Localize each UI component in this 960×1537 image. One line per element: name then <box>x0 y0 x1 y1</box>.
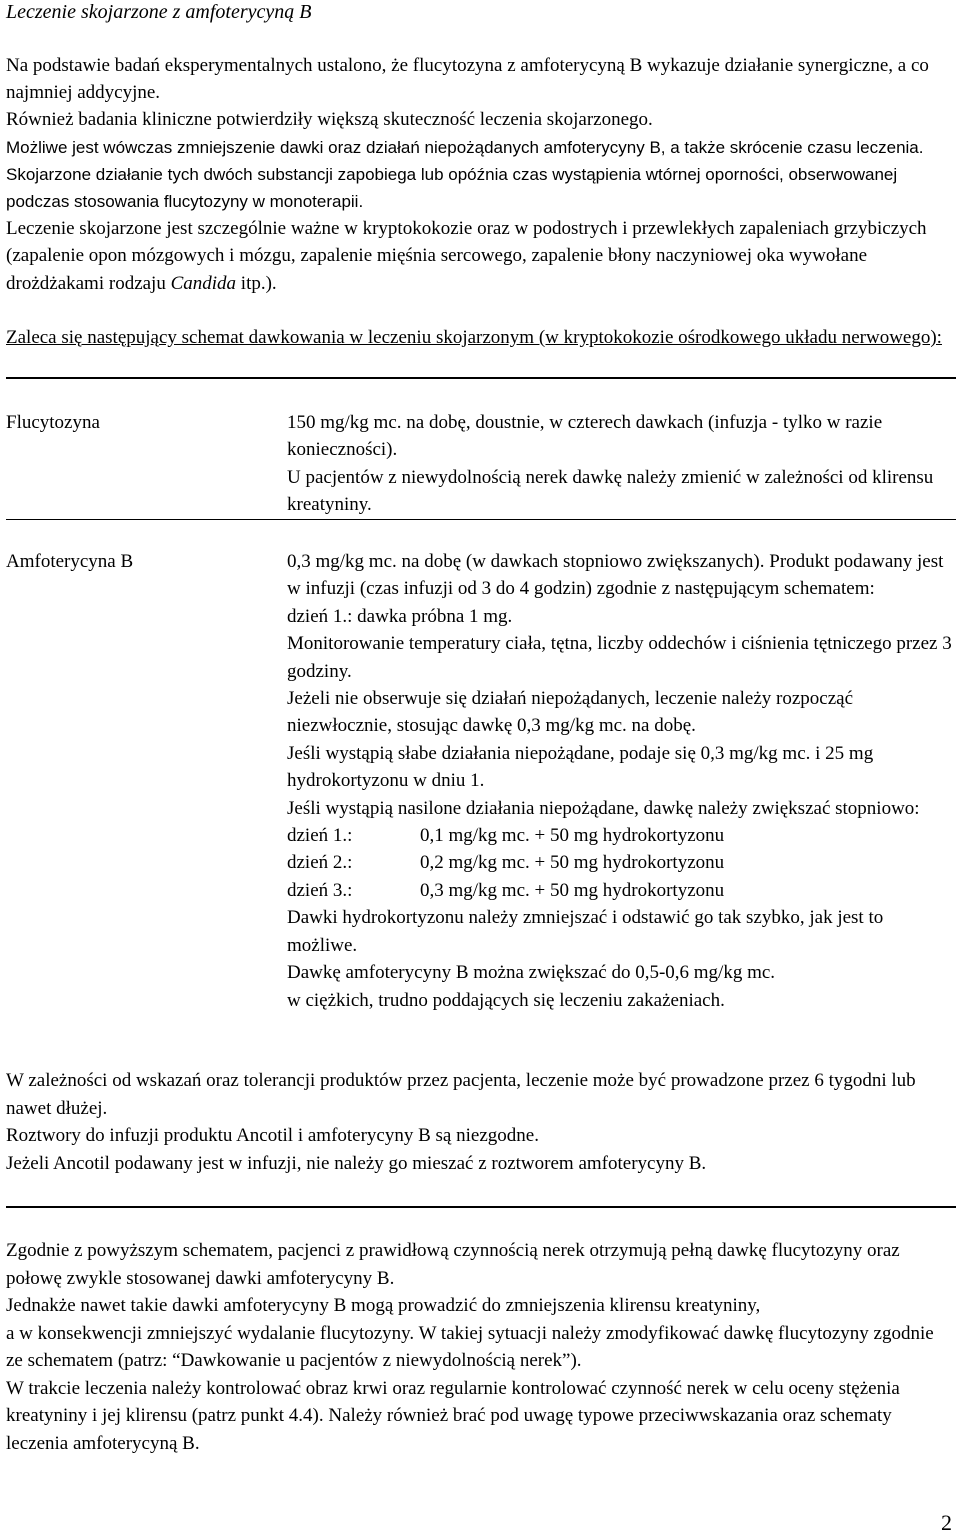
after-p1: W zależności od wskazań oraz tolerancji produktów przez pacjenta, leczenie może być prowadzone przez 6 tygodni lub nawet dłużej. <box>6 1070 916 1119</box>
after-p2: Roztwory do infuzji produktu Ancotil i amfoterycyny B są niezgodne. <box>6 1125 539 1146</box>
dose-day: dzień 3.: <box>287 879 353 901</box>
dose-day: dzień 2.: <box>287 852 353 874</box>
intro-line-4: Skojarzone działanie tych dwóch substancji zapobiega lub opóźnia czas wystąpienia wtórnej oporności, obserwowanej podczas stosowania flucytozyny w monoterapii. <box>6 164 898 212</box>
intro-line-3: Możliwe jest wówczas zmniejszenie dawki oraz działań niepożądanych amfoterycyny B, a także skrócenie czasu leczenia. <box>6 137 924 157</box>
amfoterycyna-p1: 0,3 mg/kg mc. na dobę (w dawkach stopniowo zwiększanych). Produkt podawany jest w infuzji (czas infuzji od 3 do 4 godzin) zgodnie z następującym schematem: <box>287 551 944 600</box>
amfoterycyna-p3: Monitorowanie temperatury ciała, tętna, liczby oddechów i ciśnienia tętniczego przez 3 godziny. <box>287 633 952 682</box>
amfoterycyna-p6: Jeśli wystąpią nasilone działania niepożądane, dawkę należy zwiększać stopniowo: <box>287 797 920 819</box>
intro-line-5 <box>6 215 954 297</box>
dose-row <box>287 877 955 904</box>
divider-middle <box>6 519 956 520</box>
intro-line-5-end: itp.). <box>236 272 277 294</box>
dose-amount: 0,3 mg/kg mc. + 50 mg hydrokortyzonu <box>420 879 725 901</box>
page-title: Leczenie skojarzone z amfoterycyną B <box>6 1 312 23</box>
dosage-intro-text: Zaleca się następujący schemat dawkowania w leczeniu skojarzonym (w kryptokokozie ośrodkowego układu nerwowego): <box>6 327 942 348</box>
intro-line-1: Na podstawie badań eksperymentalnych ustalono, że flucytozyna z amfoterycyną B wykazuje działanie synergiczne, a co najmniej addycyjne. <box>6 55 929 104</box>
amfoterycyna-p7: Dawki hydrokortyzonu należy zmniejszać i odstawić go tak szybko, jak jest to możliwe. <box>287 907 884 956</box>
dosage-intro <box>6 324 954 352</box>
candida-term: Candida <box>170 272 237 294</box>
dose-amount: 0,2 mg/kg mc. + 50 mg hydrokortyzonu <box>420 852 725 874</box>
after-p3: Jeżeli Ancotil podawany jest w infuzji, nie należy go mieszać z roztworem amfoterycyny B. <box>6 1152 707 1174</box>
dose-row <box>287 849 955 876</box>
amfoterycyna-p8: Dawkę amfoterycyny B można zwiększać do 0,5-0,6 mg/kg mc. <box>287 962 776 984</box>
summary-section <box>6 1237 954 1457</box>
flucytozyna-dosage <box>287 409 955 519</box>
summary-p4: W trakcie leczenia należy kontrolować obraz krwi oraz regularnie kontrolować czynność nerek w celu oceny stężenia kreatyniny i jej klirensu (patrz punkt 4.4). Należy również brać pod uwagę typowe przeciwwskazania oraz schematy leczenia amfoterycyną B. <box>6 1377 900 1454</box>
drug-name-flucytozyna: Flucytozyna <box>6 412 100 433</box>
amfoterycyna-p9: w ciężkich, trudno poddających się leczeniu zakażeniach. <box>287 989 725 1011</box>
divider-bottom <box>6 1206 956 1208</box>
amfoterycyna-p4: Jeżeli nie obserwuje się działań niepożądanych, leczenie należy rozpocząć niezwłocznie, stosując dawkę 0,3 mg/kg mc. na dobę. <box>287 688 854 737</box>
summary-p1: Zgodnie z powyższym schematem, pacjenci z prawidłową czynnością nerek otrzymują pełną dawkę flucytozyny oraz połowę zwykle stosowanej dawki amfoterycyny B. <box>6 1240 900 1289</box>
drug-name-amfoterycyna: Amfoterycyna B <box>6 551 134 572</box>
amfoterycyna-p2: dzień 1.: dawka próbna 1 mg. <box>287 605 513 627</box>
intro-section <box>6 52 954 297</box>
intro-line-2: Również badania kliniczne potwierdziły większą skuteczność leczenia skojarzonego. <box>6 109 653 131</box>
summary-p2: Jednakże nawet takie dawki amfoterycyny B mogą prowadzić do zmniejszenia klirensu kreatyniny, <box>6 1295 761 1316</box>
amfoterycyna-dosage <box>287 548 955 1014</box>
dose-row <box>287 822 955 849</box>
page-number: 2 <box>941 1510 952 1535</box>
divider-top <box>6 377 956 379</box>
after-section <box>6 1067 954 1177</box>
flucytozyna-p1: 150 mg/kg mc. na dobę, doustnie, w czterech dawkach (infuzja - tylko w razie konieczności). <box>287 412 883 461</box>
intro-line-5-text: Leczenie skojarzone jest szczególnie ważne w kryptokokozie oraz w podostrych i przewlekłych zapaleniach grzybiczych (zapalenie opon mózgowych i mózgu, zapalenie mięśnia sercowego, zapalenie błony naczyniowej oka wywołane drożdżakami rodzaju <box>6 218 927 294</box>
dose-day: dzień 1.: <box>287 825 353 847</box>
summary-p3: a w konsekwencji zmniejszyć wydalanie flucytozyny. W takiej sytuacji należy zmodyfikować dawkę flucytozyny zgodnie ze schematem (patrz: “Dawkowanie u pacjentów z niewydolnością nerek”). <box>6 1322 934 1371</box>
flucytozyna-p2: U pacjentów z niewydolnością nerek dawkę należy zmienić w zależności od klirensu kreatyniny. <box>287 466 934 516</box>
amfoterycyna-p5: Jeśli wystąpią słabe działania niepożądane, podaje się 0,3 mg/kg mc. i 25 mg hydrokortyzonu w dniu 1. <box>287 742 874 792</box>
dose-amount: 0,1 mg/kg mc. + 50 mg hydrokortyzonu <box>420 825 725 847</box>
